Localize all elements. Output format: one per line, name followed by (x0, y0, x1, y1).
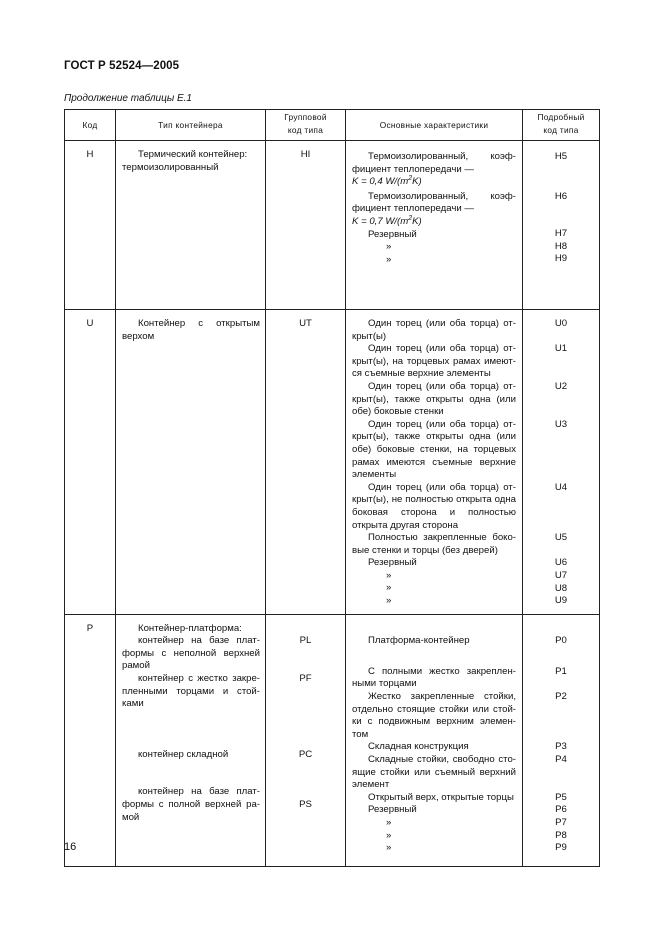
type-pc: контейнер складной (138, 748, 229, 760)
header-code: Код (65, 110, 116, 141)
subcode-h8: H8 (554, 240, 568, 252)
type-cell-p (116, 614, 266, 866)
char-p1: С полными жестко закреплен- ными торцами (352, 665, 516, 690)
group-code-pc: PC (298, 748, 313, 760)
characteristics-cell-h (346, 141, 523, 310)
table-row-h (65, 141, 600, 310)
subcode-u7: U7 (554, 569, 568, 581)
subcode-u1: U1 (554, 343, 568, 355)
char-p9: » (386, 842, 392, 854)
header-group-code-line2: код типа (287, 125, 324, 135)
type-ps: контейнер на базе плат- формы с полной верхней ра- мой (122, 786, 260, 823)
group-code-cell-p (266, 614, 346, 866)
char-h5-formula (346, 176, 522, 189)
char-p3: Складная конструкция (368, 741, 469, 753)
char-u0: Один торец (или оба торца) от- крыт(ы) (352, 318, 516, 342)
subcode-u2: U2 (554, 380, 568, 392)
char-u6: Резервный (368, 557, 417, 569)
formula-h6-base: K = 0,7 W/(m (352, 215, 409, 227)
header-detailed-code-line2: код типа (543, 125, 579, 135)
formula-h5-exp: 2 (408, 175, 413, 182)
type-subtitle-h: термоизолированный (122, 161, 219, 173)
group-code-ps: PS (299, 799, 312, 811)
subcode-u3: U3 (554, 418, 568, 430)
code-cell-u: U (65, 310, 116, 615)
header-detailed-code (523, 110, 600, 141)
char-u5: Полностью закрепленные боко- вые стенки и торцы (без дверей) (352, 532, 516, 556)
char-h5: Термоизолированный, коэф- фициент теплопередачи — (352, 151, 516, 175)
document-header: ГОСТ Р 52524—2005 (64, 60, 180, 72)
type-cell-h (116, 141, 266, 310)
formula-h6-exp: 2 (408, 214, 413, 222)
group-code-cell-u: UT (266, 310, 346, 615)
type-pl: контейнер на базе плат- формы с неполной верхней рамой (122, 635, 260, 672)
char-p8: » (386, 829, 392, 841)
subcode-p1: P1 (555, 665, 567, 677)
header-group-code (266, 110, 346, 141)
subcode-p0: P0 (555, 635, 567, 647)
char-h8: » (386, 241, 392, 253)
code-cell-h: H (65, 141, 116, 310)
group-code-pf: PF (299, 673, 312, 685)
table-row-u (65, 310, 600, 615)
subcode-cell-h (523, 141, 600, 310)
type-pf: контейнер с жестко закре- пленными торцами и стой- ками (122, 673, 260, 710)
subcode-p9: P9 (555, 842, 567, 854)
subcode-u9: U9 (554, 595, 568, 607)
header-group-code-line1: Групповой (284, 112, 327, 123)
header-container-type: Тип контейнера (116, 110, 266, 141)
subcode-u5: U5 (554, 532, 568, 544)
header-main-characteristics: Основные характеристики (346, 110, 523, 141)
char-u9: » (386, 595, 392, 607)
formula-h5-tail: K) (412, 176, 422, 188)
subcode-u8: U8 (554, 582, 568, 594)
subcode-p5: P5 (555, 791, 567, 803)
page-number: 16 (64, 841, 77, 853)
type-cell-u (116, 310, 266, 615)
table-continuation-caption: Продолжение таблицы Е.1 (64, 93, 192, 104)
table-header-row (65, 110, 600, 141)
char-u2: Один торец (или оба торца) от- крыт(ы), также открыты одна (или обе) боковые стенки (352, 380, 516, 418)
characteristics-cell-p (346, 614, 523, 866)
type-title-h: Термический контейнер: (138, 149, 248, 160)
char-p6: Резервный (368, 804, 417, 816)
char-u7: » (386, 569, 392, 581)
char-u8: » (386, 582, 392, 594)
code-cell-p: P (65, 614, 116, 866)
char-u1: Один торец (или оба торца) от- крыт(ы), на торцевых рамах имеют- ся съемные верхние элементы (352, 343, 516, 380)
subcode-u4: U4 (554, 481, 568, 493)
type-title-u: Контейнер с открытым верхом (122, 318, 260, 342)
subcode-cell-u (523, 310, 600, 615)
char-h6-formula (346, 216, 522, 229)
subcode-cell-p (523, 614, 600, 866)
subcode-h6: H6 (554, 190, 568, 202)
header-detailed-code-line1: Подробный (537, 112, 585, 123)
subcode-p7: P7 (555, 817, 567, 829)
subcode-h5: H5 (554, 151, 568, 162)
char-p0: Платформа-контейнер (368, 635, 470, 647)
subcode-u0: U0 (554, 318, 568, 329)
char-u4: Один торец (или оба торца) от- крыт(ы), не полностью открыта одна боковая сторона и полностью открыта другая сторона (352, 481, 516, 531)
char-p4: Складные стойки, свободно сто- ящие стойки или съемный верхний элемент (352, 754, 516, 791)
table-row-p (65, 614, 600, 866)
subcode-p8: P8 (555, 829, 567, 841)
char-h9: » (386, 253, 392, 265)
subcode-h9: H9 (554, 253, 568, 265)
subcode-p6: P6 (555, 804, 567, 816)
subcode-p3: P3 (555, 741, 567, 753)
characteristics-cell-u (346, 310, 523, 615)
subcode-p2: P2 (555, 691, 567, 703)
group-code-cell-h: HI (266, 141, 346, 310)
formula-h5-base: K = 0,4 W/(m (352, 176, 409, 188)
char-u3: Один торец (или оба торца) от- крыт(ы), также открыты одна (или обе) боковые стенки, на торцевых рамах имеются съемные верхние элементы (352, 418, 516, 481)
char-h6: Термоизолированный, коэф- фициент теплопередачи — (352, 190, 516, 215)
type-title-p: Контейнер-платформа: (138, 622, 242, 634)
char-p2: Жестко закрепленные стойки, отдельно стоящие стойки или стой- ки с подвижным верхним элемен- том (352, 691, 516, 740)
group-code-pl: PL (299, 635, 312, 647)
char-h7: Резервный (368, 228, 417, 240)
char-p5: Открытый верх, открытые торцы (368, 791, 514, 803)
subcode-h7: H7 (554, 228, 568, 240)
container-type-table (64, 109, 600, 867)
char-p7: » (386, 817, 392, 828)
subcode-p4: P4 (555, 754, 567, 766)
subcode-u6: U6 (554, 557, 568, 569)
formula-h6-tail: K) (412, 215, 422, 227)
